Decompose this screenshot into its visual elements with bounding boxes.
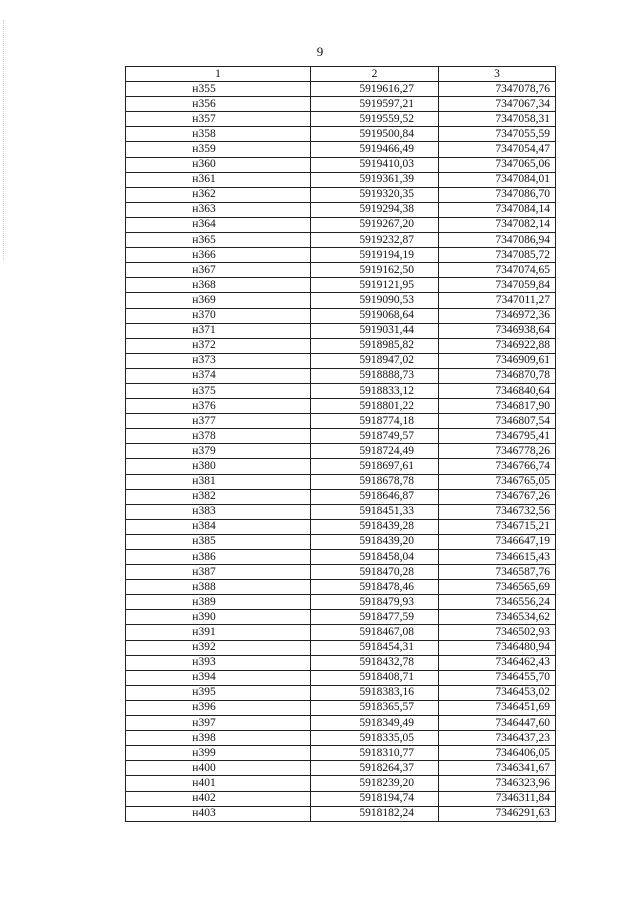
point-id-cell: н390 xyxy=(126,610,311,625)
table-row xyxy=(126,565,556,580)
y-coordinate-cell: 7346778,26 xyxy=(439,444,556,459)
table-row xyxy=(126,142,556,157)
table-row xyxy=(126,233,556,248)
point-id-cell: н357 xyxy=(126,112,311,127)
y-coordinate-cell: 7346715,21 xyxy=(439,519,556,534)
x-coordinate-cell: 5919090,53 xyxy=(311,293,439,308)
table-row xyxy=(126,202,556,217)
table-row xyxy=(126,127,556,142)
column-header-3: 3 xyxy=(439,67,556,82)
x-coordinate-cell: 5918349,49 xyxy=(311,716,439,731)
x-coordinate-cell: 5919559,52 xyxy=(311,112,439,127)
y-coordinate-cell: 7347086,70 xyxy=(439,187,556,202)
x-coordinate-cell: 5918194,74 xyxy=(311,791,439,806)
point-id-cell: н402 xyxy=(126,791,311,806)
table-row xyxy=(126,685,556,700)
x-coordinate-cell: 5918477,59 xyxy=(311,610,439,625)
x-coordinate-cell: 5918335,05 xyxy=(311,731,439,746)
x-coordinate-cell: 5918432,78 xyxy=(311,655,439,670)
table-row xyxy=(126,519,556,534)
table-row xyxy=(126,640,556,655)
point-id-cell: н362 xyxy=(126,187,311,202)
x-coordinate-cell: 5918182,24 xyxy=(311,806,439,821)
y-coordinate-cell: 7346615,43 xyxy=(439,550,556,565)
table-row xyxy=(126,217,556,232)
y-coordinate-cell: 7346938,64 xyxy=(439,323,556,338)
x-coordinate-cell: 5918467,08 xyxy=(311,625,439,640)
x-coordinate-cell: 5918264,37 xyxy=(311,761,439,776)
x-coordinate-cell: 5918947,02 xyxy=(311,353,439,368)
point-id-cell: н369 xyxy=(126,293,311,308)
x-coordinate-cell: 5918239,20 xyxy=(311,776,439,791)
y-coordinate-cell: 7346453,02 xyxy=(439,685,556,700)
table-row xyxy=(126,746,556,761)
table-row xyxy=(126,323,556,338)
point-id-cell: н359 xyxy=(126,142,311,157)
x-coordinate-cell: 5918749,57 xyxy=(311,429,439,444)
y-coordinate-cell: 7346587,76 xyxy=(439,565,556,580)
x-coordinate-cell: 5919194,19 xyxy=(311,248,439,263)
x-coordinate-cell: 5919031,44 xyxy=(311,323,439,338)
x-coordinate-cell: 5918774,18 xyxy=(311,414,439,429)
point-id-cell: н364 xyxy=(126,217,311,232)
x-coordinate-cell: 5919320,35 xyxy=(311,187,439,202)
table-row xyxy=(126,293,556,308)
point-id-cell: н383 xyxy=(126,504,311,519)
table-row xyxy=(126,278,556,293)
x-coordinate-cell: 5918801,22 xyxy=(311,399,439,414)
x-coordinate-cell: 5918888,73 xyxy=(311,368,439,383)
y-coordinate-cell: 7346447,60 xyxy=(439,716,556,731)
y-coordinate-cell: 7347078,76 xyxy=(439,82,556,97)
point-id-cell: н403 xyxy=(126,806,311,821)
point-id-cell: н385 xyxy=(126,534,311,549)
y-coordinate-cell: 7346909,61 xyxy=(439,353,556,368)
table-row xyxy=(126,610,556,625)
point-id-cell: н380 xyxy=(126,459,311,474)
table-row xyxy=(126,172,556,187)
x-coordinate-cell: 5918697,61 xyxy=(311,459,439,474)
y-coordinate-cell: 7347074,65 xyxy=(439,263,556,278)
y-coordinate-cell: 7346767,26 xyxy=(439,489,556,504)
point-id-cell: н377 xyxy=(126,414,311,429)
table-row xyxy=(126,474,556,489)
table-row xyxy=(126,429,556,444)
table-row xyxy=(126,791,556,806)
point-id-cell: н360 xyxy=(126,157,311,172)
point-id-cell: н363 xyxy=(126,202,311,217)
y-coordinate-cell: 7346922,88 xyxy=(439,338,556,353)
y-coordinate-cell: 7346437,23 xyxy=(439,731,556,746)
x-coordinate-cell: 5918383,16 xyxy=(311,685,439,700)
table-row xyxy=(126,353,556,368)
x-coordinate-cell: 5919597,21 xyxy=(311,97,439,112)
point-id-cell: н370 xyxy=(126,308,311,323)
point-id-cell: н368 xyxy=(126,278,311,293)
table-row xyxy=(126,700,556,715)
table-row xyxy=(126,731,556,746)
table-row xyxy=(126,716,556,731)
table-row xyxy=(126,550,556,565)
column-header-2: 2 xyxy=(311,67,439,82)
x-coordinate-cell: 5918451,33 xyxy=(311,504,439,519)
table-row xyxy=(126,399,556,414)
y-coordinate-cell: 7347058,31 xyxy=(439,112,556,127)
point-id-cell: н399 xyxy=(126,746,311,761)
point-id-cell: н382 xyxy=(126,489,311,504)
y-coordinate-cell: 7346480,94 xyxy=(439,640,556,655)
x-coordinate-cell: 5919232,87 xyxy=(311,233,439,248)
x-coordinate-cell: 5919294,38 xyxy=(311,202,439,217)
column-header-1: 1 xyxy=(126,67,311,82)
point-id-cell: н375 xyxy=(126,383,311,398)
point-id-cell: н381 xyxy=(126,474,311,489)
y-coordinate-cell: 7346291,63 xyxy=(439,806,556,821)
point-id-cell: н401 xyxy=(126,776,311,791)
table-row xyxy=(126,595,556,610)
point-id-cell: н378 xyxy=(126,429,311,444)
point-id-cell: н361 xyxy=(126,172,311,187)
point-id-cell: н379 xyxy=(126,444,311,459)
point-id-cell: н374 xyxy=(126,368,311,383)
y-coordinate-cell: 7346341,67 xyxy=(439,761,556,776)
point-id-cell: н367 xyxy=(126,263,311,278)
x-coordinate-cell: 5919616,27 xyxy=(311,82,439,97)
point-id-cell: н391 xyxy=(126,625,311,640)
point-id-cell: н365 xyxy=(126,233,311,248)
y-coordinate-cell: 7347084,14 xyxy=(439,202,556,217)
table-row xyxy=(126,776,556,791)
y-coordinate-cell: 7347065,06 xyxy=(439,157,556,172)
table-row xyxy=(126,655,556,670)
point-id-cell: н371 xyxy=(126,323,311,338)
table-row xyxy=(126,112,556,127)
point-id-cell: н392 xyxy=(126,640,311,655)
y-coordinate-cell: 7346765,05 xyxy=(439,474,556,489)
y-coordinate-cell: 7346451,69 xyxy=(439,700,556,715)
point-id-cell: н398 xyxy=(126,731,311,746)
point-id-cell: н356 xyxy=(126,97,311,112)
y-coordinate-cell: 7346462,43 xyxy=(439,655,556,670)
y-coordinate-cell: 7346647,19 xyxy=(439,534,556,549)
point-id-cell: н387 xyxy=(126,565,311,580)
table-row xyxy=(126,504,556,519)
table-row xyxy=(126,670,556,685)
point-id-cell: н376 xyxy=(126,399,311,414)
x-coordinate-cell: 5919162,50 xyxy=(311,263,439,278)
x-coordinate-cell: 5919267,20 xyxy=(311,217,439,232)
point-id-cell: н389 xyxy=(126,595,311,610)
table-row xyxy=(126,248,556,263)
table-header-row xyxy=(126,67,556,82)
x-coordinate-cell: 5918724,49 xyxy=(311,444,439,459)
y-coordinate-cell: 7346534,62 xyxy=(439,610,556,625)
table-row xyxy=(126,414,556,429)
table-row xyxy=(126,625,556,640)
y-coordinate-cell: 7346455,70 xyxy=(439,670,556,685)
y-coordinate-cell: 7346972,36 xyxy=(439,308,556,323)
x-coordinate-cell: 5918985,82 xyxy=(311,338,439,353)
coordinates-table xyxy=(125,66,556,822)
y-coordinate-cell: 7347086,94 xyxy=(439,233,556,248)
table-row xyxy=(126,187,556,202)
point-id-cell: н396 xyxy=(126,700,311,715)
y-coordinate-cell: 7347067,34 xyxy=(439,97,556,112)
page-number: 9 xyxy=(316,44,324,59)
y-coordinate-cell: 7346807,54 xyxy=(439,414,556,429)
point-id-cell: н386 xyxy=(126,550,311,565)
y-coordinate-cell: 7346565,69 xyxy=(439,580,556,595)
table-row xyxy=(126,338,556,353)
table-row xyxy=(126,761,556,776)
table-row xyxy=(126,459,556,474)
y-coordinate-cell: 7347059,84 xyxy=(439,278,556,293)
table-row xyxy=(126,97,556,112)
y-coordinate-cell: 7347082,14 xyxy=(439,217,556,232)
point-id-cell: н358 xyxy=(126,127,311,142)
point-id-cell: н366 xyxy=(126,248,311,263)
x-coordinate-cell: 5919361,39 xyxy=(311,172,439,187)
y-coordinate-cell: 7346556,24 xyxy=(439,595,556,610)
x-coordinate-cell: 5918439,28 xyxy=(311,519,439,534)
y-coordinate-cell: 7347011,27 xyxy=(439,293,556,308)
y-coordinate-cell: 7346732,56 xyxy=(439,504,556,519)
y-coordinate-cell: 7346795,41 xyxy=(439,429,556,444)
y-coordinate-cell: 7346502,93 xyxy=(439,625,556,640)
x-coordinate-cell: 5918310,77 xyxy=(311,746,439,761)
table-row xyxy=(126,383,556,398)
x-coordinate-cell: 5918479,93 xyxy=(311,595,439,610)
point-id-cell: н388 xyxy=(126,580,311,595)
table-row xyxy=(126,534,556,549)
x-coordinate-cell: 5918833,12 xyxy=(311,383,439,398)
table-row xyxy=(126,157,556,172)
y-coordinate-cell: 7346766,74 xyxy=(439,459,556,474)
x-coordinate-cell: 5919068,64 xyxy=(311,308,439,323)
y-coordinate-cell: 7347055,59 xyxy=(439,127,556,142)
y-coordinate-cell: 7347084,01 xyxy=(439,172,556,187)
table-row xyxy=(126,368,556,383)
x-coordinate-cell: 5918454,31 xyxy=(311,640,439,655)
x-coordinate-cell: 5918365,57 xyxy=(311,700,439,715)
x-coordinate-cell: 5918458,04 xyxy=(311,550,439,565)
x-coordinate-cell: 5918439,20 xyxy=(311,534,439,549)
point-id-cell: н372 xyxy=(126,338,311,353)
x-coordinate-cell: 5918470,28 xyxy=(311,565,439,580)
x-coordinate-cell: 5918408,71 xyxy=(311,670,439,685)
x-coordinate-cell: 5919121,95 xyxy=(311,278,439,293)
y-coordinate-cell: 7346840,64 xyxy=(439,383,556,398)
x-coordinate-cell: 5918478,46 xyxy=(311,580,439,595)
table-row xyxy=(126,580,556,595)
point-id-cell: н394 xyxy=(126,670,311,685)
point-id-cell: н384 xyxy=(126,519,311,534)
point-id-cell: н397 xyxy=(126,716,311,731)
y-coordinate-cell: 7346311,84 xyxy=(439,791,556,806)
y-coordinate-cell: 7346323,96 xyxy=(439,776,556,791)
x-coordinate-cell: 5918678,78 xyxy=(311,474,439,489)
y-coordinate-cell: 7347054,47 xyxy=(439,142,556,157)
x-coordinate-cell: 5919410,03 xyxy=(311,157,439,172)
table-row xyxy=(126,308,556,323)
y-coordinate-cell: 7346870,78 xyxy=(439,368,556,383)
table-row xyxy=(126,444,556,459)
point-id-cell: н395 xyxy=(126,685,311,700)
table-row xyxy=(126,806,556,821)
table-body xyxy=(126,82,556,822)
x-coordinate-cell: 5919466,49 xyxy=(311,142,439,157)
point-id-cell: н355 xyxy=(126,82,311,97)
y-coordinate-cell: 7346406,05 xyxy=(439,746,556,761)
point-id-cell: н400 xyxy=(126,761,311,776)
x-coordinate-cell: 5919500,84 xyxy=(311,127,439,142)
table-row xyxy=(126,263,556,278)
y-coordinate-cell: 7347085,72 xyxy=(439,248,556,263)
table-row xyxy=(126,82,556,97)
y-coordinate-cell: 7346817,90 xyxy=(439,399,556,414)
x-coordinate-cell: 5918646,87 xyxy=(311,489,439,504)
point-id-cell: н373 xyxy=(126,353,311,368)
point-id-cell: н393 xyxy=(126,655,311,670)
table-row xyxy=(126,489,556,504)
